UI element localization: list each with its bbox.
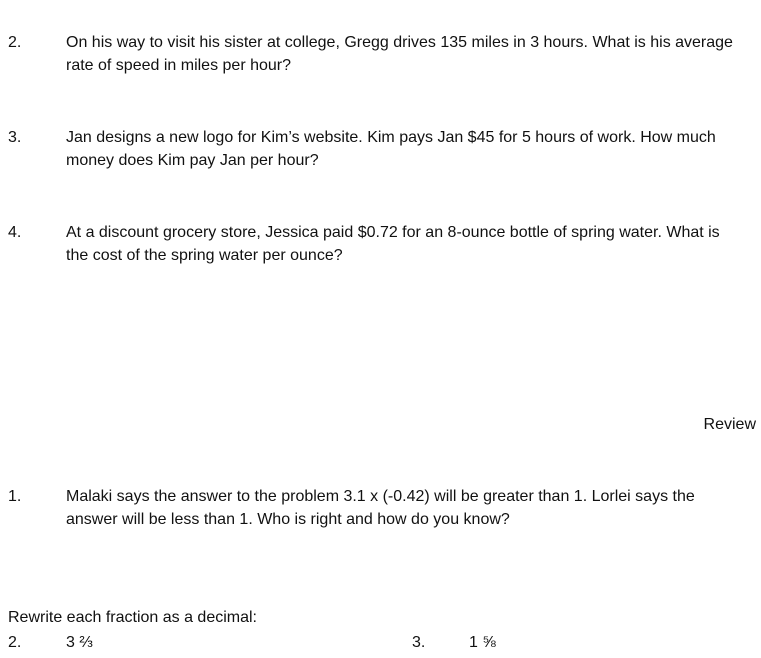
problem-text: At a discount grocery store, Jessica paid $0.72 for an 8-ounce bottle of spring water. What is the cost of the spring water per ounce? (66, 224, 720, 264)
fraction-item-number: 3. (412, 634, 426, 651)
fraction-value: 3 ⅔ (66, 634, 93, 651)
problem-number: 2. (8, 34, 22, 51)
fraction-item-number: 2. (8, 634, 22, 651)
problem-text: Jan designs a new logo for Kim’s website. Kim pays Jan $45 for 5 hours of work. How much money does Kim pay Jan per hour? (66, 129, 716, 169)
problem-text: Malaki says the answer to the problem 3.1 x (-0.42) will be greater than 1. Lorlei says the answer will be less than 1. Who is right and how do you know? (66, 488, 695, 528)
fraction-value: 1 ⅝ (469, 634, 496, 651)
problem-3 (8, 126, 753, 172)
problem-4 (8, 221, 753, 267)
problem-number: 1. (8, 488, 22, 505)
problem-text: On his way to visit his sister at college, Gregg drives 135 miles in 3 hours. What is his average rate of speed in miles per hour? (66, 34, 733, 74)
problem-number: 3. (8, 129, 22, 146)
review-problem-1 (8, 485, 753, 531)
rewrite-instruction: Rewrite each fraction as a decimal: (8, 609, 257, 626)
problem-number: 4. (8, 224, 22, 241)
review-heading: Review (703, 416, 756, 433)
problem-2 (8, 31, 753, 77)
